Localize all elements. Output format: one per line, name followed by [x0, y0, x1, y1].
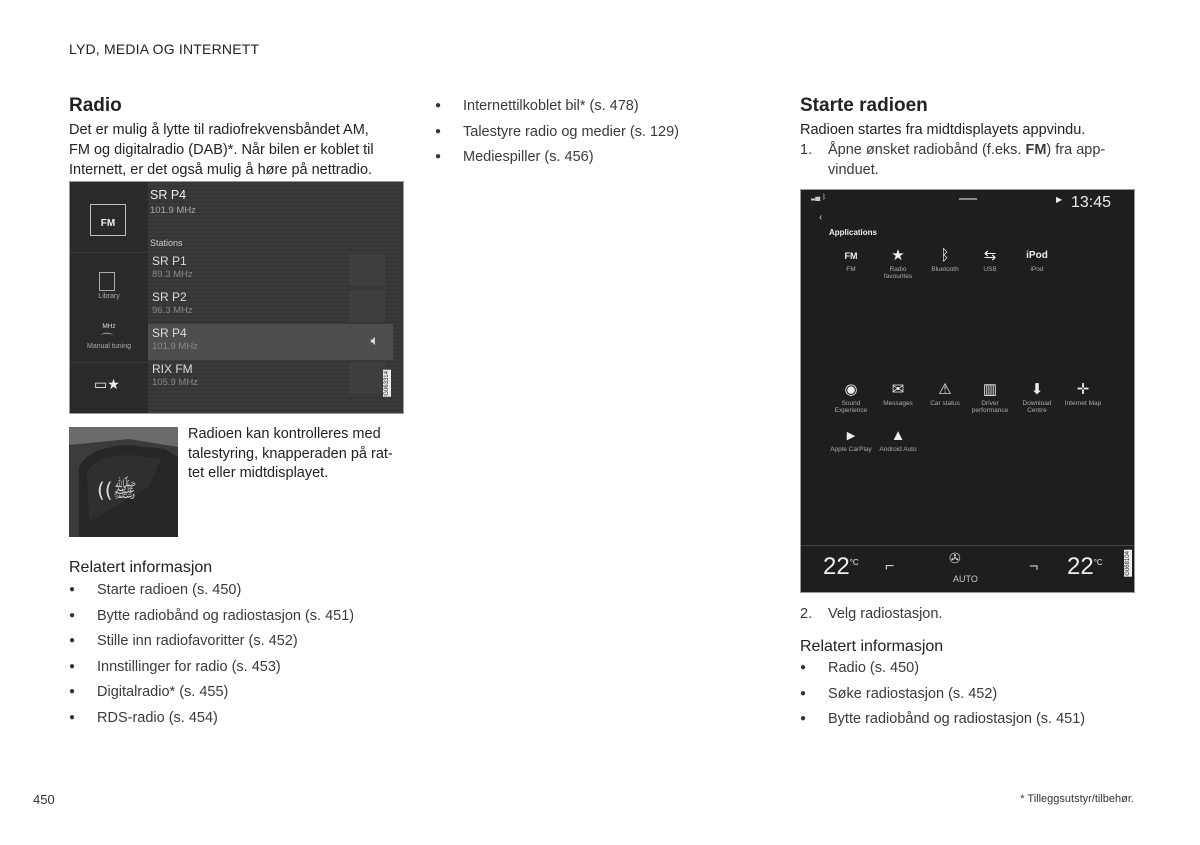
station-row[interactable]: SR P2 96.3 MHz: [148, 288, 393, 324]
manual-tuning-label: Manual tuning: [87, 343, 131, 350]
related-link[interactable]: ● Talestyre radio og medier (s. 129): [435, 122, 765, 148]
step-2: 2. Velg radiostasjon.: [800, 606, 943, 622]
library-label: Library: [98, 293, 120, 300]
fm-radio-icon: FM: [844, 251, 858, 261]
library-icon: [99, 272, 115, 291]
svg-text:((ﷺ: ((ﷺ: [97, 478, 137, 502]
android-auto-icon: ▲: [890, 427, 906, 444]
auto-label: AUTO: [953, 574, 978, 584]
ipod-icon: iPod: [1026, 250, 1048, 261]
footnote: * Tilleggsutstyr/tilbehør.: [1020, 793, 1134, 805]
related-info-heading: Relatert informasjon: [69, 559, 213, 576]
mhz-label: MHz: [102, 323, 116, 330]
related-link[interactable]: ● Mediespiller (s. 456): [435, 147, 765, 173]
fm-radio-icon: FM: [90, 204, 126, 236]
station-row[interactable]: SR P1 89.3 MHz: [148, 252, 393, 288]
tuning-icon: ⌒: [101, 332, 114, 346]
app-download-centre[interactable]: ⬇ Download Centre: [1015, 380, 1059, 424]
running-header: LYD, MEDIA OG INTERNETT: [69, 41, 260, 57]
related-link[interactable]: ● Internettilkoblet bil* (s. 478): [435, 96, 765, 122]
related-link[interactable]: ● Søke radiostasjon (s. 452): [800, 684, 1140, 710]
app-usb[interactable]: ⇆ USB: [968, 246, 1012, 290]
app-bluetooth[interactable]: ᛒ Bluetooth: [923, 246, 967, 290]
voice-control-photo: [69, 427, 178, 537]
signal-icon: ▂▄ ᛒ: [811, 194, 827, 201]
seat-heat-left-icon[interactable]: ⌐: [885, 558, 895, 575]
climate-fan-icon[interactable]: ✇: [949, 550, 961, 566]
car-status-icon: ⚠: [938, 381, 952, 398]
drag-handle[interactable]: [959, 198, 977, 200]
figure-caption: Radioen kan kontrolleres med talestyring, knapperaden på rat- tet eller midtdisplayet.: [188, 426, 393, 481]
current-station-freq: 101.9 MHz: [150, 205, 196, 216]
favourite-button[interactable]: [349, 362, 385, 394]
app-driver-performance[interactable]: ▥ Driver performance: [968, 380, 1012, 424]
favourite-button[interactable]: [349, 254, 385, 286]
temp-right[interactable]: $22^{^\circ C}$: [1067, 553, 1103, 580]
radio-intro: [69, 120, 409, 180]
app-sound-experience[interactable]: ◉ Sound Experience: [829, 380, 873, 424]
messages-icon: ✉: [891, 381, 905, 398]
related-link[interactable]: ● Innstillinger for radio (s. 453): [69, 657, 409, 683]
app-android-auto[interactable]: ▲ Android Auto: [876, 426, 920, 470]
figure-code: G063314: [384, 371, 390, 396]
app-apple-carplay[interactable]: ▶ Apple CarPlay: [829, 426, 873, 470]
back-icon[interactable]: ‹: [819, 212, 823, 223]
intro-line: Det er mulig å lytte til radiofrekvensbåndet AM,: [69, 122, 369, 138]
step-1: 1. Åpne ønsket radiobånd (f.eks. FM) fra app- vinduet.: [800, 142, 1106, 178]
station-row-selected[interactable]: SR P4 101.9 MHz 🔈︎: [148, 324, 393, 360]
section-title-radio: Radio: [69, 95, 122, 116]
applications-title: Applications: [829, 228, 878, 237]
page-number: 450: [33, 792, 55, 807]
related-links-left: [69, 580, 409, 733]
related-link[interactable]: ● Radio (s. 450): [800, 658, 1140, 684]
bluetooth-icon: ᛒ: [940, 247, 950, 264]
clock: 13:45: [1071, 194, 1112, 211]
carplay-icon: ▶: [846, 430, 856, 442]
radio-favourites-icon: ▭★: [94, 376, 120, 392]
related-link[interactable]: ● RDS-radio (s. 454): [69, 708, 409, 734]
related-link[interactable]: ● Bytte radiobånd og radiostasjon (s. 451): [69, 606, 409, 632]
speaker-icon: ◉: [844, 381, 858, 398]
radio-screen-figure: [69, 181, 404, 414]
app-fm[interactable]: FM FM: [829, 246, 873, 290]
app-ipod[interactable]: iPod iPod: [1015, 246, 1059, 290]
stations-heading: Stations: [150, 238, 183, 248]
related-link[interactable]: ● Bytte radiobånd og radiostasjon (s. 451): [800, 709, 1140, 735]
download-icon: ⬇: [1030, 381, 1044, 398]
intro-line: Internett, er det også mulig å høre på nettradio.: [69, 162, 373, 178]
app-car-status[interactable]: ⚠ Car status: [923, 380, 967, 424]
app-internet-map[interactable]: ✛ Internet Map: [1061, 380, 1105, 424]
favourite-button[interactable]: [349, 290, 385, 322]
section-title-start-radio: Starte radioen: [800, 95, 928, 116]
current-station-name: SR P4: [150, 188, 187, 202]
start-radio-intro: Radioen startes fra midtdisplayets appvindu.: [800, 122, 1086, 138]
related-links-right: [800, 658, 1140, 735]
related-link[interactable]: ● Digitalradio* (s. 455): [69, 682, 409, 708]
seat-heat-right-icon[interactable]: ¬: [1029, 558, 1039, 575]
related-link[interactable]: ● Starte radioen (s. 450): [69, 580, 409, 606]
center-display-figure: [800, 189, 1135, 593]
radio-favourites-icon: ★: [891, 247, 905, 264]
app-radio-favourites[interactable]: ★ Radio favourites: [876, 246, 920, 290]
related-link[interactable]: ● Stille inn radiofavoritter (s. 452): [69, 631, 409, 657]
speaker-icon: 🔈︎: [370, 332, 379, 348]
driver-performance-icon: ▥: [982, 381, 998, 398]
related-info-heading: Relatert informasjon: [800, 638, 944, 655]
figure-code: G068104: [1125, 551, 1131, 576]
station-row[interactable]: RIX FM 105.9 MHz: [148, 360, 393, 396]
app-messages[interactable]: ✉ Messages: [876, 380, 920, 424]
related-links-middle: [435, 96, 765, 173]
intro-line: FM og digitalradio (DAB)*. Når bilen er koblet til: [69, 142, 374, 158]
temp-left[interactable]: $22^{^\circ C}$: [823, 553, 859, 580]
radio-sidebar: [70, 182, 148, 413]
play-status-icon: ▶: [1056, 195, 1063, 204]
map-icon: ✛: [1076, 381, 1090, 398]
usb-icon: ⇆: [983, 247, 997, 264]
